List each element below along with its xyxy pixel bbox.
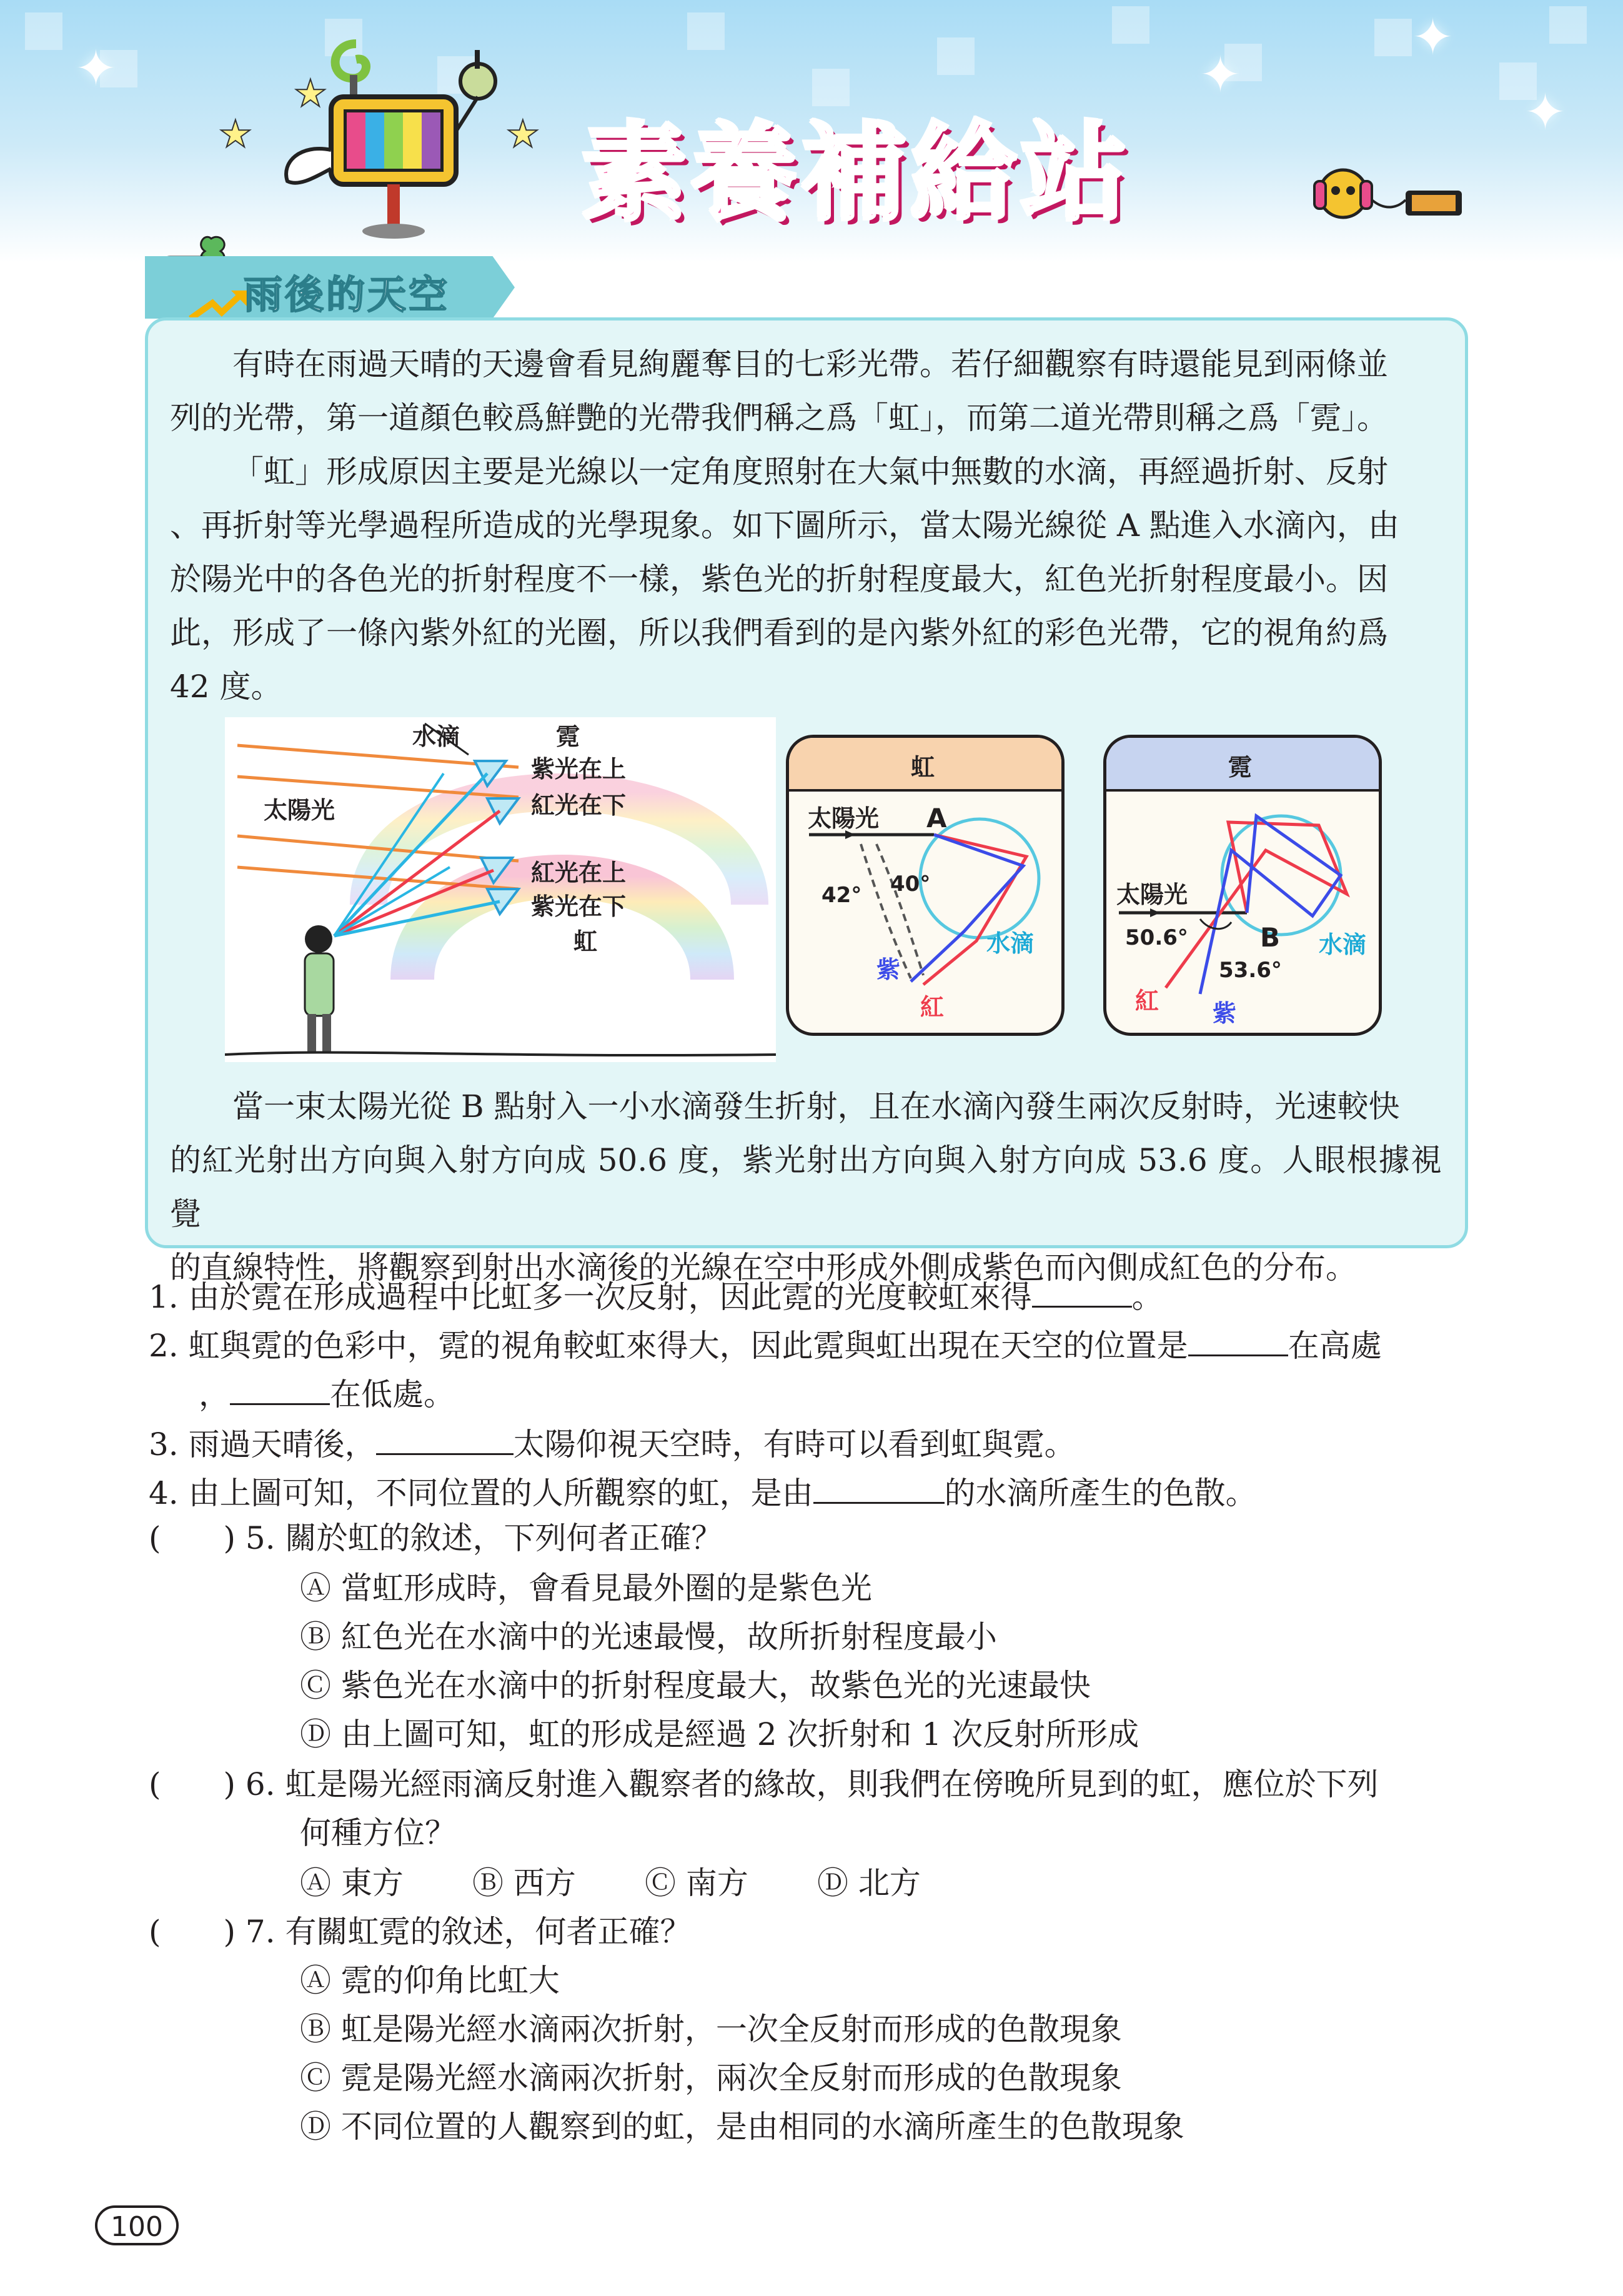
passage-line: 列的光帶，第一道顏色較爲鮮艷的光帶我們稱之爲「虹」，而第二道光帶則稱之爲「霓」。	[170, 400, 1388, 436]
label-secondary-bottom: 紅光在下	[531, 792, 627, 819]
question-text: 由於霓在形成過程中比虹多一次反射，因此霓的光度較虹來得	[188, 1279, 1032, 1315]
question-text: 雨過天晴後，	[188, 1426, 376, 1463]
label-violet: 紫	[1213, 1000, 1237, 1027]
label-point-a: A	[926, 803, 947, 833]
question-number: 5.	[245, 1520, 275, 1556]
option-a[interactable]: Ⓐ 霓的仰角比虹大	[300, 1962, 560, 1999]
question-6	[149, 1766, 1379, 1803]
sparkle-icon: ✦	[1524, 83, 1567, 141]
option-d[interactable]: Ⓓ 由上圖可知，虹的形成是經過 2 次折射和 1 次反射所形成	[300, 1716, 1139, 1752]
sparkle-icon: ✦	[1412, 8, 1454, 66]
question-number: 6.	[245, 1766, 275, 1802]
label-primary-title: 虹	[573, 928, 598, 955]
label-angle-53-6: 53.6°	[1219, 958, 1282, 983]
answer-blank[interactable]	[230, 1372, 330, 1405]
passage-line: 當一束太陽光從 B 點射入一小水滴發生折射，且在水滴內發生兩次反射時，光速較快	[232, 1088, 1400, 1125]
label-primary-top: 紅光在上	[531, 859, 627, 887]
question-number: 2.	[149, 1328, 179, 1364]
star-icon: ★	[219, 112, 252, 156]
panel-title: 虹	[911, 753, 935, 781]
question-text: 關於虹的敘述，下列何者正確？	[285, 1520, 723, 1556]
label-sunlight: 太陽光	[264, 797, 335, 824]
label-secondary-top: 紫光在上	[531, 755, 627, 783]
question-text: ，	[199, 1376, 230, 1413]
passage-line: 、再折射等光學過程所造成的光學現象。如下圖所示，當太陽光線從 A 點進入水滴內，由	[170, 507, 1399, 544]
label-red: 紅	[920, 993, 945, 1021]
passage-paragraph-2	[170, 445, 1442, 713]
answer-blank[interactable]	[1032, 1275, 1132, 1308]
option-b[interactable]: Ⓑ 西方	[472, 1865, 576, 1901]
passage-line: 42 度。	[170, 668, 282, 705]
question-number: 3.	[149, 1426, 179, 1463]
option-a[interactable]: Ⓐ 當虹形成時，會看見最外圈的是紫色光	[300, 1570, 872, 1606]
label-secondary-title: 霓	[556, 723, 580, 750]
question-number: 4.	[149, 1475, 179, 1511]
label-red: 紅	[1135, 987, 1159, 1015]
section-title: 雨後的天空	[244, 272, 450, 317]
question-number: 7.	[245, 1914, 275, 1950]
tv-robot-mascot-icon	[262, 37, 525, 244]
label-angle-50-6: 50.6°	[1125, 925, 1188, 950]
passage-line: 「虹」形成原因主要是光線以一定角度照射在大氣中無數的水滴，再經過折射、反射	[232, 454, 1388, 490]
rainbow-overview-figure	[225, 717, 776, 1062]
question-7	[149, 1913, 692, 1951]
passage-paragraph-3	[170, 1080, 1442, 1295]
passage-line: 的紅光射出方向與入射方向成 50.6 度，紫光射出方向與入射方向成 53.6 度。人眼根據視覺	[170, 1142, 1442, 1232]
option-d[interactable]: Ⓓ 不同位置的人觀察到的虹，是由相同的水滴所產生的色散現象	[300, 2109, 1184, 2145]
label-angle-40: 40°	[890, 872, 931, 897]
label-water-drop: 水滴	[1319, 931, 1367, 958]
option-b[interactable]: Ⓑ 紅色光在水滴中的光速最慢，故所折射程度最小	[300, 1619, 997, 1655]
question-6-continued: 何種方位？	[300, 1815, 456, 1851]
star-icon: ★	[506, 112, 540, 156]
sparkle-icon: ✦	[1199, 46, 1242, 104]
question-text: 在高處	[1288, 1328, 1382, 1364]
option-c[interactable]: Ⓒ 紫色光在水滴中的折射程度最大，故紫色光的光速最快	[300, 1667, 1091, 1704]
passage-line: 此，形成了一條內紫外紅的光圈，所以我們看到的是內紫外紅的彩色光帶，它的視角約爲	[170, 615, 1388, 651]
answer-blank[interactable]	[813, 1471, 945, 1504]
answer-blank[interactable]	[1188, 1323, 1288, 1356]
passage-line: 於陽光中的各色光的折射程度不一樣，紫色光的折射程度最大，紅色光折射程度最小。因	[170, 561, 1388, 597]
question-3	[149, 1422, 1076, 1463]
question-1	[149, 1275, 1163, 1316]
question-text: 有關虹霓的敘述，何者正確？	[285, 1914, 692, 1950]
question-text: 的水滴所產生的色散。	[944, 1475, 1257, 1511]
option-c[interactable]: Ⓒ 南方	[645, 1865, 748, 1901]
label-water-drop: 水滴	[986, 930, 1035, 957]
rainbow-diagram-panel	[786, 735, 1065, 1036]
label-sunlight: 太陽光	[1116, 881, 1188, 908]
question-text: 由上圖可知，不同位置的人所觀察的虹，是由	[188, 1475, 813, 1511]
label-angle-42: 42°	[821, 883, 862, 908]
question-text: 虹是陽光經雨滴反射進入觀察者的緣故，則我們在傍晚所見到的虹，應位於下列	[285, 1766, 1379, 1802]
question-2	[149, 1323, 1382, 1364]
option-a[interactable]: Ⓐ 東方	[300, 1865, 404, 1901]
question-text: 在低處。	[330, 1376, 455, 1413]
headphone-robot-icon	[1306, 156, 1468, 231]
passage-line: 有時在雨過天晴的天邊會看見絢麗奪目的七彩光帶。若仔細觀察有時還能見到兩條並	[232, 346, 1388, 382]
label-water-drop: 水滴	[412, 723, 460, 750]
question-text: 太陽仰視天空時，有時可以看到虹與霓。	[513, 1426, 1076, 1463]
label-violet: 紫	[876, 956, 901, 983]
question-text: 。	[1131, 1279, 1163, 1315]
page-number: 100	[95, 2205, 179, 2245]
option-d[interactable]: Ⓓ 北方	[817, 1865, 921, 1901]
panel-title: 霓	[1228, 753, 1253, 781]
answer-paren[interactable]: ( )	[149, 1914, 236, 1950]
option-b[interactable]: Ⓑ 虹是陽光經水滴兩次折射，一次全反射而形成的色散現象	[300, 2011, 1122, 2047]
label-primary-bottom: 紫光在下	[531, 893, 627, 920]
answer-paren[interactable]: ( )	[149, 1520, 236, 1556]
answer-paren[interactable]: ( )	[149, 1766, 236, 1802]
question-2-continued	[199, 1372, 455, 1413]
label-point-b: B	[1260, 922, 1281, 953]
question-number: 1.	[149, 1279, 179, 1315]
label-sunlight: 太陽光	[808, 805, 880, 832]
question-5	[149, 1519, 723, 1557]
question-4	[149, 1471, 1257, 1512]
option-c[interactable]: Ⓒ 霓是陽光經水滴兩次折射，兩次全反射而形成的色散現象	[300, 2060, 1122, 2096]
sparkle-icon: ✦	[75, 39, 117, 97]
banner-title: 素養補給站	[581, 112, 1131, 236]
secondary-rainbow-diagram-panel	[1103, 735, 1382, 1036]
question-text: 虹與霓的色彩中，霓的視角較虹來得大，因此霓與虹出現在天空的位置是	[188, 1328, 1188, 1364]
passage-paragraph-1	[170, 337, 1442, 445]
star-icon: ★	[294, 72, 327, 116]
answer-blank[interactable]	[376, 1422, 514, 1455]
passage-line: 的直線特性，將觀察到射出水滴後的光線在空中形成外側成紫色而內側成紅色的分布。	[170, 1250, 1357, 1286]
